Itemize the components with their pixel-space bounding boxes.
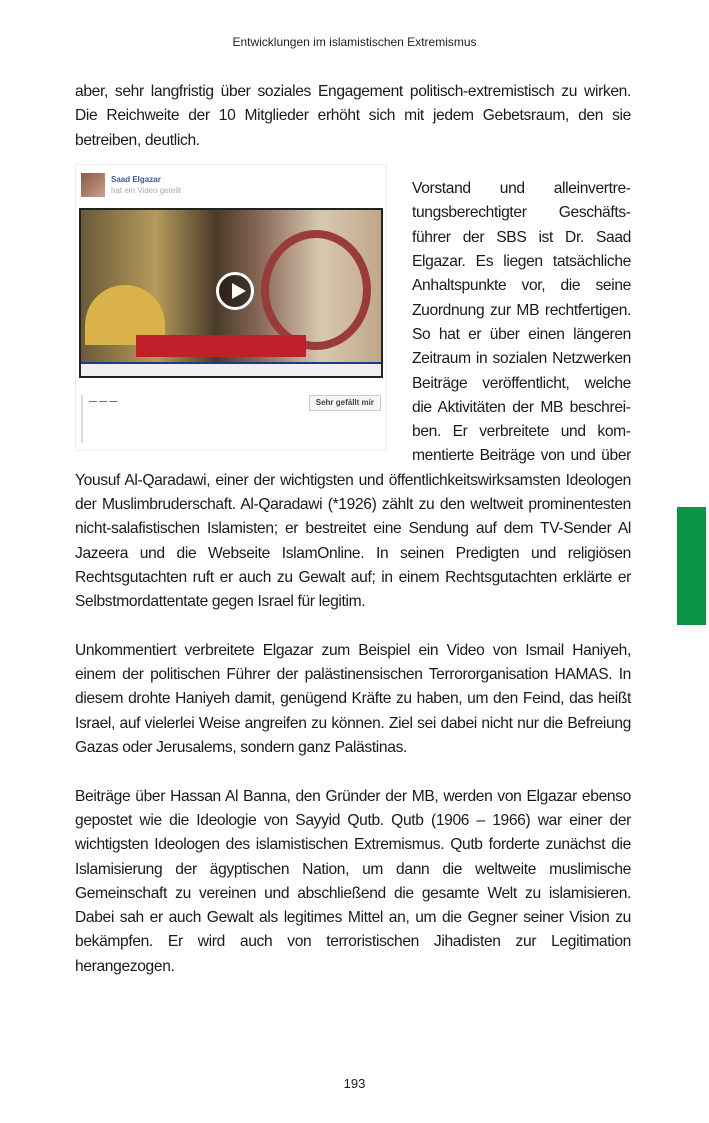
running-header: Entwicklungen im islamistischen Extremismus [232, 35, 477, 49]
paragraph: Beiträge über Hassan Al Banna, den Gründer der MB, werden von Elgazar ebenso gepostet wie die Ideologie von Sayyid Qutb. Qutb (1906 – 1966) war einer der wichtigsten Ideologen des islamistischen Extremismus. Qutb forderte zunächst die Islamisierung der ägyptischen Nation, um dann die weltweite muslimische Gemeinschaft zu vereinen und abschließend die gesamte Welt zu islamisieren. Dabei sah er auch Gewalt als legitimes Mittel an, um die Gegner seiner Vision zu bekämpfen. Er wird auch von terroristischen Jihadisten zur Legitimation herangezogen. [75, 787, 631, 975]
avatar [81, 173, 105, 197]
news-ticker [81, 362, 381, 376]
facebook-post-screenshot [75, 164, 387, 451]
paragraph: aber, sehr langfristig über soziales Engagement politisch-extremistisch zu wirken. Die Reichweite der 10 Mitglieder erhöht sich mit jedem Gebetsraum, den sie betreiben, deutlich. [75, 83, 631, 149]
play-icon [216, 272, 254, 310]
page-number: 193 [343, 1076, 366, 1091]
comment-author-placeholder: — — — [89, 397, 118, 407]
paragraph: Unkommentiert verbreitete Elgazar zum Beispiel ein Video von Ismail Haniyeh, einem der politischen Führer der palästinensischen Terrororganisation HAMAS. In diesem drohte Haniyeh damit, genügend Kräfte zu haben, um den Feind, das heißt Israel, auf vielerlei Weise angreifen zu können. Ziel sei dabei nicht nur die Befreiung Gazas oder Jerusalems, sondern ganz Palästinas. [75, 641, 631, 757]
like-button: Sehr gefällt mir [309, 395, 381, 411]
chapter-tab-marker [677, 507, 706, 625]
video-thumbnail [79, 208, 383, 378]
body-text [75, 80, 631, 1003]
post-header [81, 173, 381, 197]
video-caption-bar [136, 335, 306, 357]
banner-image [261, 230, 371, 350]
paragraph: Vorstand und alleinvertretungsberechtigter Geschäftsführer der SBS ist Dr. Saad Elgazar. Es liegen tatsächliche Anhaltspunkte vor, die seine Zuordnung zur MB rechtfertigen. So hat er über einen längeren Zeitraum in sozialen Netzwerken Beiträge veröffentlicht, welche die Aktivitäten der MB beschreiben. Er verbreitete und kommentierte Beiträge von und über Yousuf Al-Qaradawi, einer der wichtigsten und öffentlichkeitswirksamsten Ideologen der Muslimbruderschaft. Al-Qaradawi (*1926) zählt zu den weltweit prominentesten nicht-salafistischen Islamisten; er bestreitet eine Sendung auf dem TV-Sender Al Jazeera und die Webseite IslamOnline. In seinen Predigten und religiösen Rechtsgutachten ruft er auch zu Gewalt auf; in einem Rechtsgutachten erklärte er Selbstmordattentate gegen Israel für legitim. [75, 180, 631, 611]
comment [81, 395, 381, 443]
poster-name: Saad Elgazar [111, 175, 161, 185]
poster-action: hat ein Video geteilt [111, 186, 182, 196]
